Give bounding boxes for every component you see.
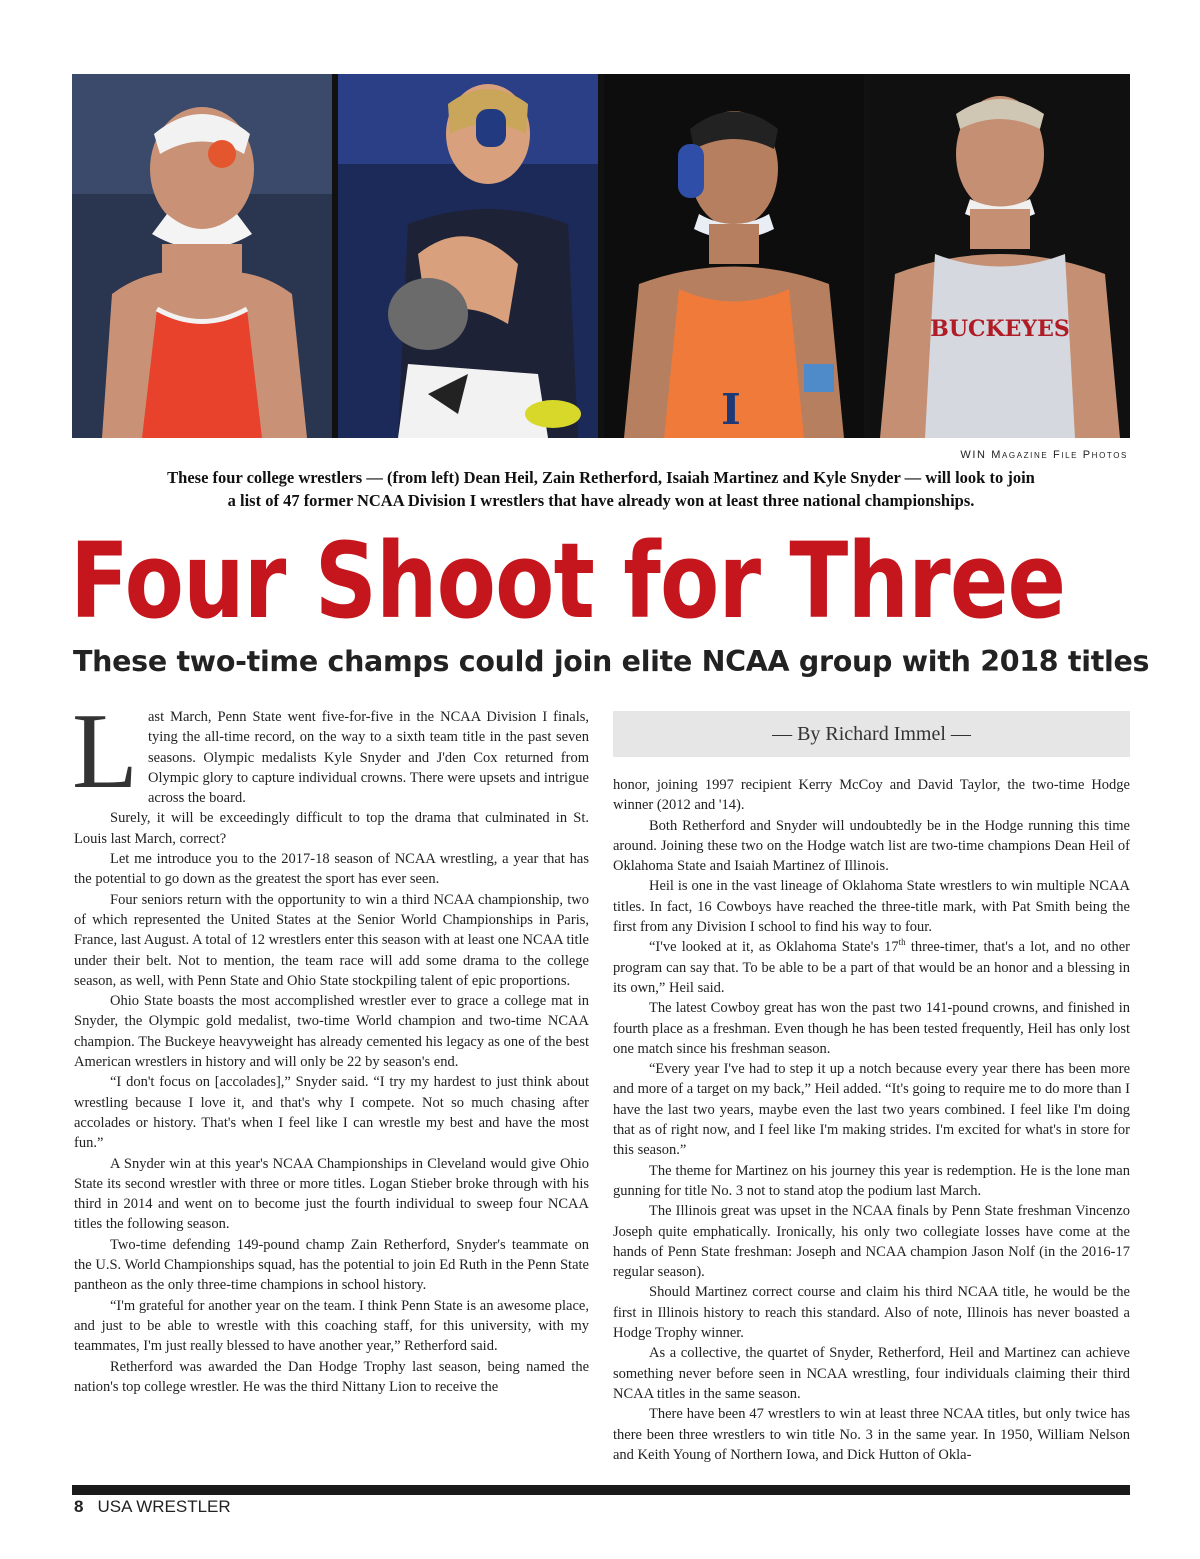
paragraph: “Every year I've had to step it up a notch because every year there has been more and more of a target on my back,” Heil added. “It's going to require me to do more than I have the last two years, maybe even the last two years combined. I feel like I'm doing that as of right now, and I feel like I'm making strides. I'm excited for what's in store for this season.” bbox=[613, 1061, 1130, 1159]
paragraph: A Snyder win at this year's NCAA Championships in Cleveland would give Ohio State its second wrestler with three or more titles. Logan Stieber broke through with his third in 2014 and went on to become just the fourth individual to sweep four NCAA titles the following season. bbox=[74, 1155, 589, 1233]
headline: Four Shoot for Three bbox=[70, 520, 1066, 642]
paragraph: Four seniors return with the opportunity to win a third NCAA championship, two of which represented the United States at the Senior World Championships in Paris, France, last August. A total of 12 wrestlers enter this season with at least one NCAA title under their belt. Not to mention, the team race will add some drama to the college season, as well, with Penn State and Ohio State stockpiling talent of epic proportions. bbox=[74, 891, 589, 989]
publication-name: USA WRESTLER bbox=[97, 1497, 231, 1516]
paragraph: The theme for Martinez on his journey this year is redemption. He is the lone man gunning for title No. 3 not to stand atop the podium last March. bbox=[613, 1162, 1130, 1199]
paragraph: There have been 47 wrestlers to win at least three NCAA titles, but only twice has there been three wrestlers to win title No. 3 in the same year. In 1950, William Nelson and Keith Young of Northern Iowa, and Dick Hutton of Okla- bbox=[613, 1406, 1130, 1463]
singlet-letter: I bbox=[721, 385, 741, 434]
paragraph: Two-time defending 149-pound champ Zain Retherford, Snyder's teammate on the U.S. World Championships squad, has the potential to join Ed Ruth in the Penn State pantheon as the only three-time champions in school history. bbox=[74, 1236, 589, 1294]
page-footer bbox=[74, 1497, 231, 1517]
paragraph: Heil is one in the vast lineage of Oklahoma State wrestlers to win multiple NCAA titles. In fact, 16 Cowboys have reached the three-title mark, with Pat Smith being the first from any Division I school to find his way to four. bbox=[613, 878, 1130, 936]
photo-zain-retherford bbox=[338, 74, 598, 438]
photo-credit: WIN Magazine File Photos bbox=[960, 449, 1128, 461]
paragraph: The Illinois great was upset in the NCAA finals by Penn State freshman Vincenzo Joseph quite emphatically. Ironically, his only two collegiate losses have come at the hands of Penn State freshman: Joseph and NCAA champion Jason Nolf (in the 2016-17 regular season). bbox=[613, 1203, 1130, 1281]
photo-isaiah-martinez bbox=[604, 74, 864, 438]
paragraph: “I'm grateful for another year on the team. I think Penn State is an awesome place, and just to be able to wrestle with this coaching staff, for this university, with my teammates, I'm just really blessed to have another year,” Retherford said. bbox=[74, 1297, 589, 1355]
photo-strip bbox=[72, 74, 1130, 438]
footer-rule bbox=[72, 1485, 1130, 1495]
paragraph: Retherford was awarded the Dan Hodge Trophy last season, being named the nation's top college wrestler. He was the third Nittany Lion to receive the bbox=[74, 1358, 589, 1395]
photo-kyle-snyder bbox=[870, 74, 1130, 438]
paragraph: Surely, it will be exceedingly difficult to top the drama that culminated in St. Louis last March, correct? bbox=[74, 810, 589, 847]
page-number: 8 bbox=[74, 1497, 84, 1516]
byline: — By Richard Immel — bbox=[613, 711, 1130, 757]
article-column-left bbox=[72, 692, 589, 1397]
drop-cap: L bbox=[72, 692, 138, 811]
paragraph: Let me introduce you to the 2017-18 season of NCAA wrestling, a year that has the potential to go down as the greatest the sport has ever seen. bbox=[74, 851, 589, 888]
paragraph: Both Retherford and Snyder will undoubtedly be in the Hodge running this time around. Joining these two on the Hodge watch list are two-time champions Dean Heil of Oklahoma State and Isaiah Martinez of Illinois. bbox=[613, 817, 1130, 875]
deck: These two-time champs could join elite NCAA group with 2018 titles bbox=[73, 645, 1150, 678]
article-column-right bbox=[613, 775, 1130, 1465]
paragraph: Last March, Penn State went five-for-five in the NCAA Division I finals, tying the all-time record, on the way to a sixth team title in the past seven seasons. Olympic medalists Kyle Snyder and J'den Cox returned from Olympic glory to capture individual crowns. There were upsets and intrigue across the board. bbox=[72, 692, 589, 811]
photo-dean-heil bbox=[72, 74, 332, 438]
paragraph: “I've looked at it, as Oklahoma State's 17th three-timer, that's a lot, and no other program can say that. To be able to be a part of that would be an honor and a blessing in its own,” Heil said. bbox=[613, 937, 1131, 996]
paragraph: honor, joining 1997 recipient Kerry McCoy and David Taylor, the two-time Hodge winner (2012 and '14). bbox=[613, 777, 1130, 814]
paragraph: Should Martinez correct course and claim his third NCAA title, he would be the first in Illinois history to reach this standard. Also of note, Illinois has never boasted a Hodge Trophy winner. bbox=[613, 1284, 1130, 1342]
photo-caption bbox=[72, 466, 1130, 512]
caption-line-1: These four college wrestlers — (from left) Dean Heil, Zain Retherford, Isaiah Martinez and Kyle Snyder — will look to join bbox=[167, 468, 1035, 487]
paragraph: As a collective, the quartet of Snyder, Retherford, Heil and Martinez can achieve something never before seen in NCAA wrestling, four individuals claiming their third NCAA titles in the same season. bbox=[613, 1345, 1130, 1402]
caption-line-2: a list of 47 former NCAA Division I wrestlers that have already won at least three national championships. bbox=[227, 491, 975, 510]
singlet-text: BUCKEYES bbox=[930, 316, 1070, 342]
paragraph: The latest Cowboy great has won the past two 141-pound crowns, and finished in fourth place as a freshman. Even though he has been tested frequently, Heil has only lost one match since his freshman season. bbox=[613, 1000, 1130, 1057]
paragraph: Ohio State boasts the most accomplished wrestler ever to grace a college mat in Snyder, the Olympic gold medalist, two-time World champion and two-time NCAA champion. The Buckeye heavyweight has already cemented his legacy as one of the best American wrestlers in history and will only be 22 by season's end. bbox=[74, 993, 589, 1071]
paragraph: “I don't focus on [accolades],” Snyder said. “I try my hardest to just think about wrestling because I love it, and that's why I compete. Not so much chasing after accolades or history. That's when I feel like I can wrestle my best and have the most fun.” bbox=[74, 1074, 589, 1152]
